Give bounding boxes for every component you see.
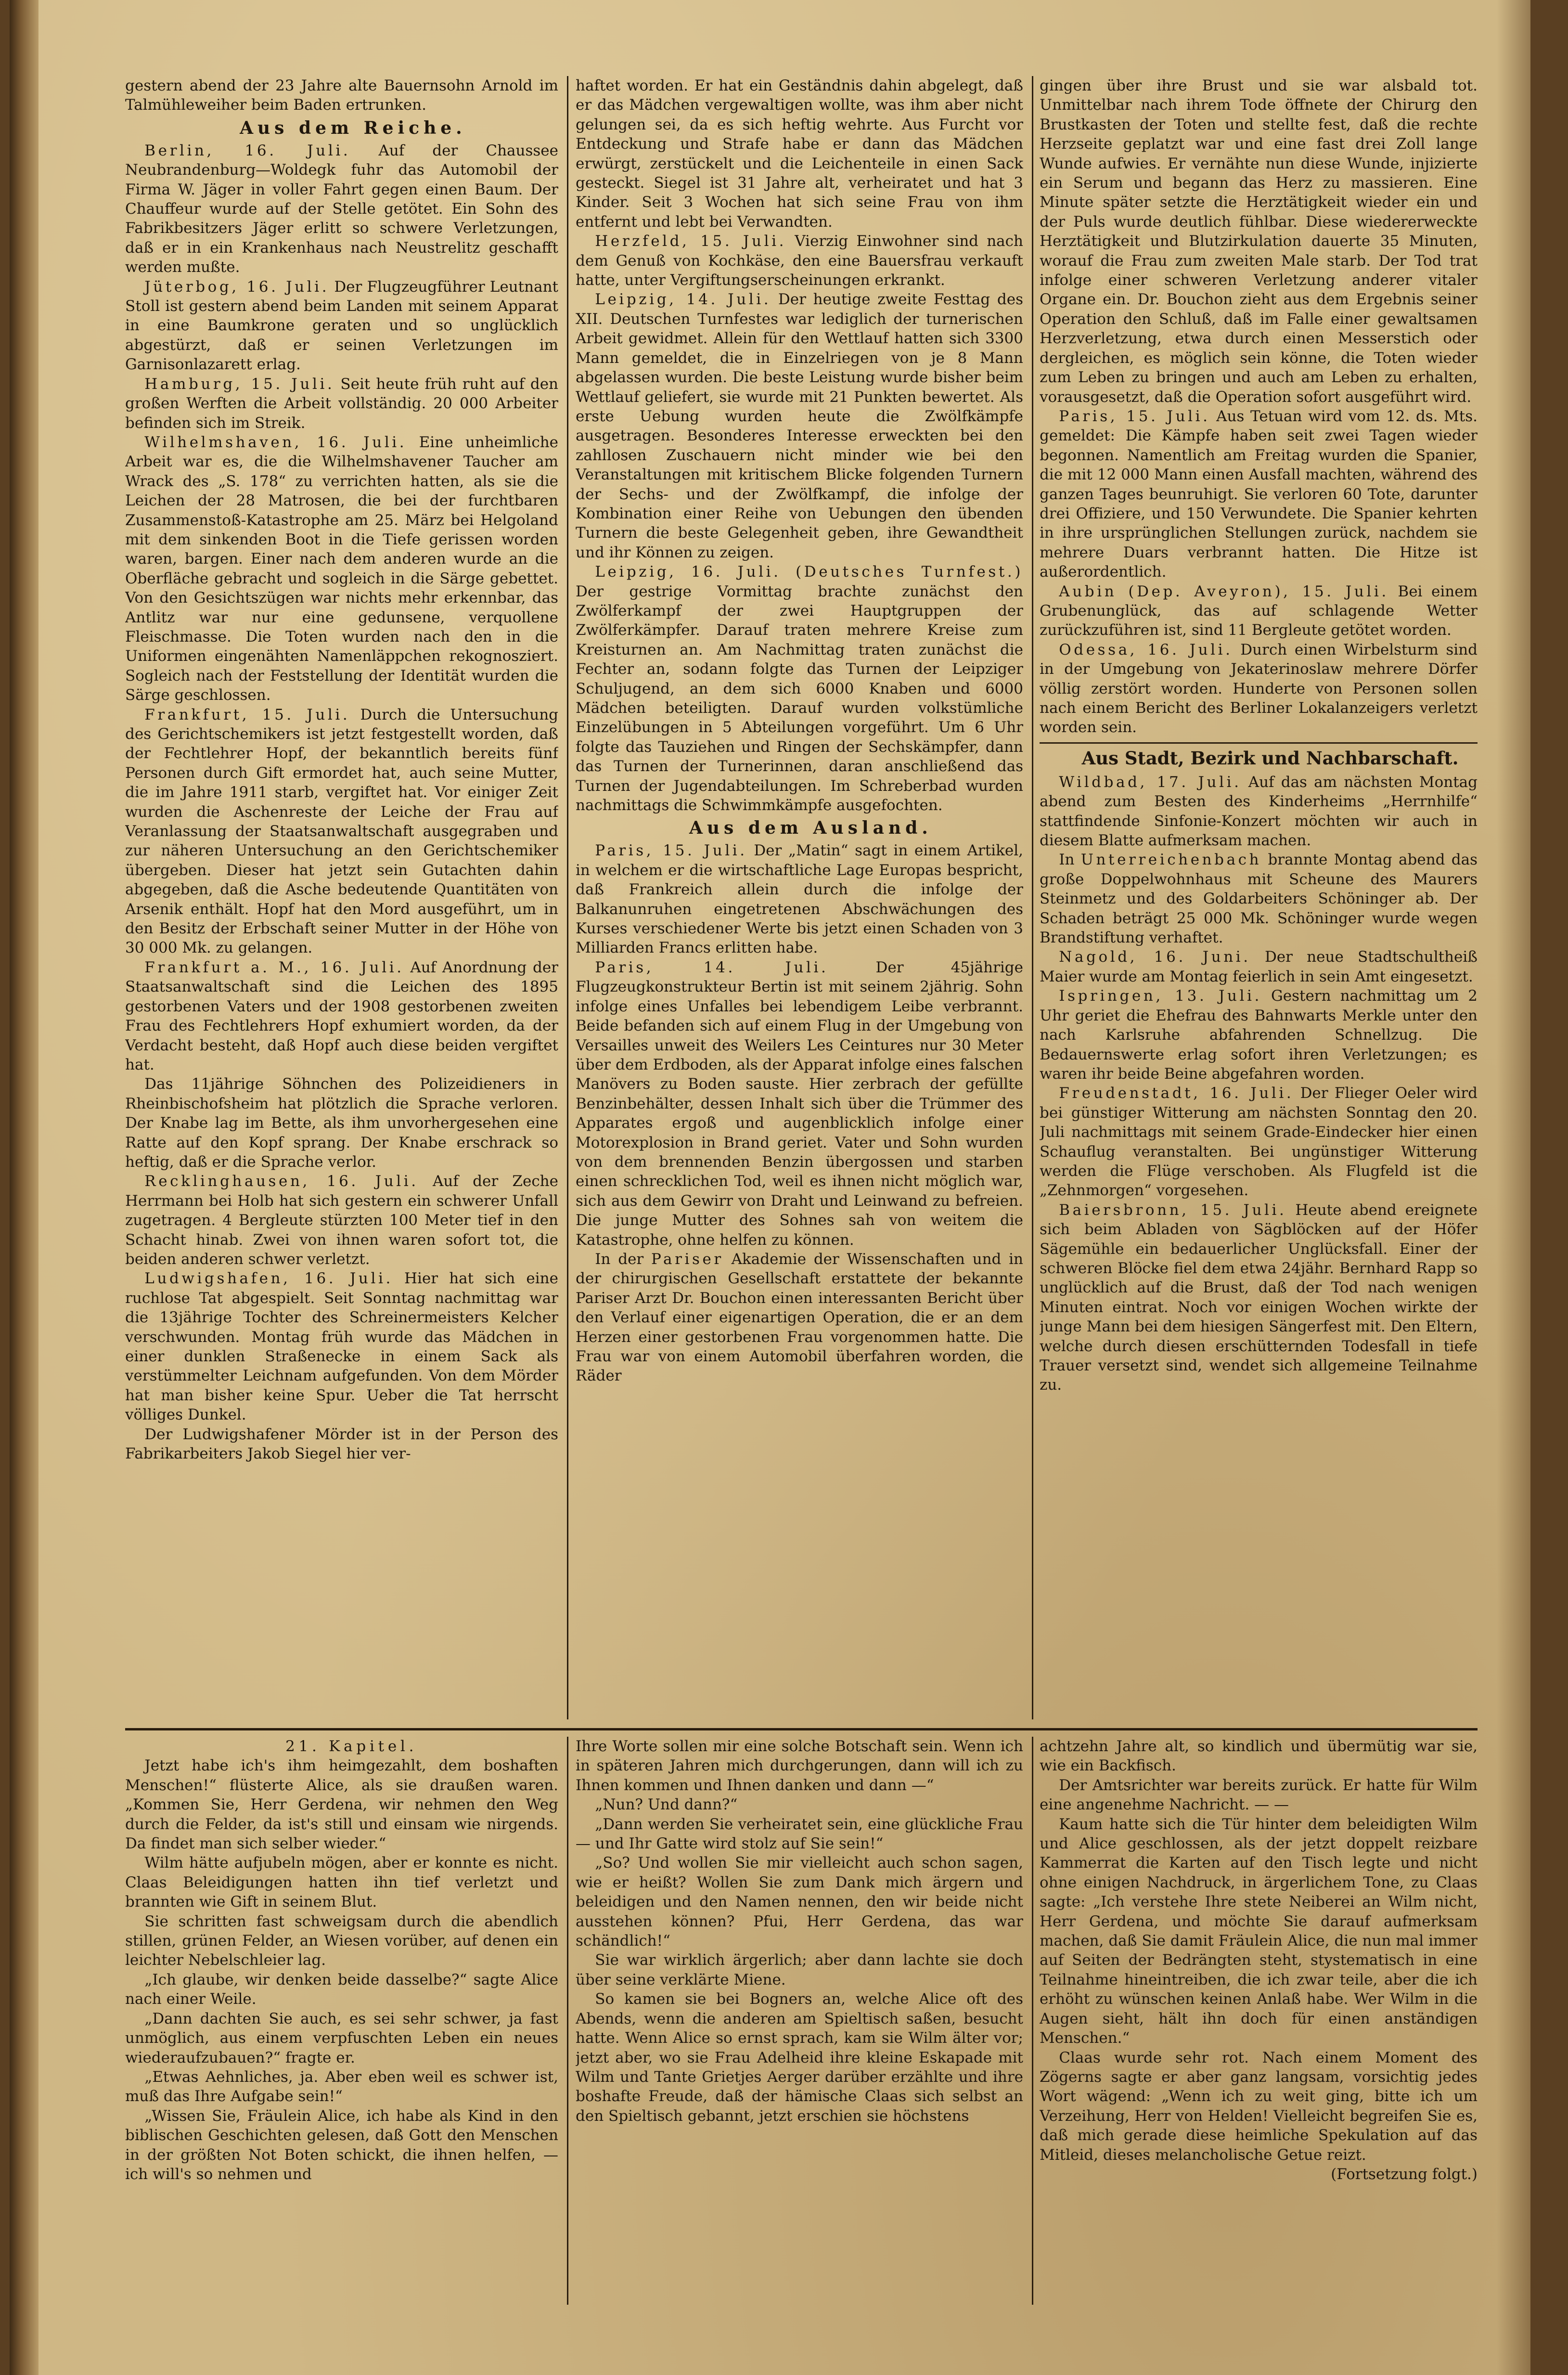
section-heading-ausland: Aus dem Ausland. [689, 818, 932, 839]
article: Odessa, 16. Juli. Durch einen Wirbelsturm sind in der Umgebung von Jekaterinoslaw mehrere Dörfer völlig zerstört worden. Hunderte von Personen sollen nach einem Bericht des Berliner Lokalanzeigers verletzt worden sein. [1040, 641, 1478, 736]
news-column-1 [125, 76, 558, 1719]
article: Recklinghausen, 16. Juli. Auf der Zeche Herrmann bei Holb hat sich gestern ein schwerer Unfall zugetragen. 4 Bergleute stürzten 100 Meter tief in den Schacht hinab. Zwei von ihnen waren sofort tot, die beiden anderen schwer verletzt. [125, 1173, 558, 1268]
novel-paragraph: „Ich glaube, wir denken beide dasselbe?“ sagte Alice nach einer Weile. [125, 1971, 558, 2008]
article: Herzfeld, 15. Juli. Vierzig Einwohner sind nach dem Genuß von Kochkäse, den eine Bauersfrau verkauft hatte, unter Vergiftungserscheinungen erkrankt. [576, 232, 1023, 289]
article: Freudenstadt, 16. Juli. Der Flieger Oeler wird bei günstiger Witterung am nächsten Sonntag den 20. Juli nachmittags mit seinem Grade-Eindecker hier einen Schauflug veranstalten. Bei ungünstiger Witterung werden die Flüge verschoben. Als Flugfeld ist die „Zehnmorgen“ vorgesehen. [1040, 1084, 1478, 1200]
novel-paragraph: „Dann werden Sie verheiratet sein, eine glückliche Frau — und Ihr Gatte wird stolz auf Sie sein!“ [576, 1815, 1023, 1853]
article: Berlin, 16. Juli. Auf der Chaussee Neubrandenburg—Woldegk fuhr das Automobil der Firma W. Jäger in voller Fahrt gegen einen Baum. Der Chauffeur wurde auf der Stelle getötet. Ein Sohn des Fabrikbesitzers Jäger erlitt so schwere Verletzungen, daß er in ein Krankenhaus nach Neustrelitz geschafft werden mußte. [125, 142, 558, 276]
article: In Unterreichenbach brannte Montag abend das große Doppelwohnhaus mit Scheune des Maurers Steinmetz und des Goldarbeiters Schöninger ab. Der Schaden beträgt 25 000 Mk. Schöninger wurde wegen Brandstiftung verhaftet. [1040, 851, 1478, 947]
novel-column-3 [1040, 1737, 1478, 2305]
article: Frankfurt, 15. Juli. Durch die Untersuchung des Gerichtschemikers ist jetzt festgestellt worden, daß der Fechtlehrer Hopf, der bekanntlich bereits fünf Personen durch Gift ermordet hat, auch seine Mutter, die im Jahre 1911 starb, vergiftet hat. Vor einiger Zeit wurden die Aschenreste der Leiche der Frau auf Veranlassung der Staatsanwaltschaft ausgegraben und zur näheren Untersuchung an den Gerichtschemiker übergeben. Dieser hat jetzt sein Gutachten dahin abgegeben, daß die Asche bedeutende Quantitäten von Arsenik enthält. Hopf hat den Mord ausgeführt, um in den Besitz der Erbschaft seiner Mutter in der Höhe von 30 000 Mk. zu gelangen. [125, 706, 558, 957]
novel-paragraph: „Etwas Aehnliches, ja. Aber eben weil es schwer ist, muß das Ihre Aufgabe sein!“ [125, 2068, 558, 2105]
article: Hamburg, 15. Juli. Seit heute früh ruht auf den großen Werften die Arbeit vollständig. 20 000 Arbeiter befinden sich im Streik. [125, 375, 558, 432]
novel-paragraph: Jetzt habe ich's ihm heimgezahlt, dem boshaften Menschen!“ flüsterte Alice, als sie draußen waren. „Kommen Sie, Herr Gerdena, wir nehmen den Weg durch die Felder, da ist's still und einsam wie nirgends. Da findet man sich selber wieder.“ [125, 1757, 558, 1853]
novel-column-1 [125, 1737, 558, 2305]
novel-paragraph: Kaum hatte sich die Tür hinter dem beleidigten Wilm und Alice geschlossen, als der jetzt doppelt reizbare Kammerrat die Karten auf den Tisch legte und nicht ohne einigen Nachdruck, in ärgerlichem Tone, zu Claas sagte: „Ich verstehe Ihre stete Neiberei an Wilm nicht, Herr Gerdena, und möchte Sie darauf aufmerksam machen, daß Sie damit Fräulein Alice, die nun mal immer auf Seiten der Bedrängten steht, stystematisch in eine Teilnahme hineintreiben, die ich zwar teile, aber die ich erhöht zu wünschen keinen Anlaß habe. Wer Wilm in die Augen sieht, hält ihn doch für einen anständigen Menschen.“ [1040, 1815, 1478, 2047]
novel-paragraph: „So? Und wollen Sie mir vielleicht auch schon sagen, wie er heißt? Wollen Sie zum Dank mich ärgern und beleidigen und den Namen nennen, den wir beide nicht ausstehen können? Pfui, Herr Gerdena, das war schändlich!“ [576, 1854, 1023, 1950]
section-rule [1040, 742, 1478, 744]
feuilleton-rule [125, 1728, 1478, 1730]
section-heading-stadt: Aus Stadt, Bezirk und Nachbarschaft. [1081, 747, 1459, 769]
novel-paragraph: So kamen sie bei Bogners an, welche Alice oft des Abends, wenn die anderen am Spieltisch saßen, besucht hatte. Wenn Alice so ernst sprach, kam sie Wilm älter vor; jetzt aber, wo sie Frau Adelheid ihre kleine Eskapade mit Wilm und Tante Grietjes Aerger darüber erzählte und ihre boshafte Freude, daß der hämische Claas sich selbst an den Spieltisch gebannt, jetzt erschien sie höchstens [576, 1990, 1023, 2125]
article: Paris, 14. Juli. Der 45jährige Flugzeugkonstrukteur Bertin ist mit seinem 2jährig. Sohn infolge eines Unfalles bei lebendigem Leibe verbrannt. Beide befanden sich auf einem Flug in der Umgebung von Versailles unweit des Weilers Les Ceintures nur 30 Meter über dem Erdboden, als der Apparat infolge eines falschen Manövers zu Boden sauste. Hier zerbrach der gefüllte Benzinbehälter, dessen Inhalt sich über die Trümmer des Apparates ergoß und augenblicklich infolge einer Motorexplosion in Brand geriet. Vater und Sohn wurden von dem brennenden Benzin übergossen und starben einen schrecklichen Tod, weil es ihnen nicht möglich war, sich aus dem Gewirr von Draht und Leinwand zu befreien. Die junge Mutter des Sohnes sah von weitem die Katastrophe, ohne helfen zu können. [576, 958, 1023, 1249]
article: Der Ludwigshafener Mörder ist in der Person des Fabrikarbeiters Jakob Siegel hier ver- [125, 1425, 558, 1463]
news-column-2 [576, 76, 1023, 1719]
novel-paragraph: Der Amtsrichter war bereits zurück. Er hatte für Wilm eine angenehme Nachricht. — — [1040, 1776, 1478, 1814]
chapter-heading: 21. Kapitel. [285, 1738, 418, 1755]
column-rule [1032, 76, 1033, 1719]
column-rule [567, 1737, 568, 2305]
novel-paragraph: achtzehn Jahre alt, so kindlich und übermütig war sie, wie ein Backfisch. [1040, 1738, 1478, 1775]
article: Paris, 15. Juli. Der „Matin“ sagt in einem Artikel, in welchem er die wirtschaftliche Lage Europas bespricht, daß Frankreich allein durch die infolge der Balkanunruhen eingetretenen Abschwächungen des Kurses verschiedener Werte bis jetzt einen Schaden von 3 Milliarden Francs erlitten habe. [576, 842, 1023, 957]
article: In der Pariser Akademie der Wissenschaften und in der chirurgischen Gesellschaft erstattete der bekannte Pariser Arzt Dr. Bouchon einen interessanten Bericht über den Verlauf einer eigenartigen Operation, die er an dem Herzen einer gestorbenen Frau vorgenommen hatte. Die Frau war von einem Automobil überfahren worden, die Räder [576, 1250, 1023, 1385]
novel-paragraph: Sie schritten fast schweigsam durch die abendlich stillen, grünen Felder, an Wiesen vorüber, auf denen ein leichter Nebelschleier lag. [125, 1912, 558, 1969]
article: Wilhelmshaven, 16. Juli. Eine unheimliche Arbeit war es, die die Wilhelmshavener Taucher am Wrack des „S. 178“ zu verrichten hatten, als sie die Leichen der 28 Matrosen, die bei der furchtbaren Zusammenstoß-Katastrophe am 25. März bei Helgoland mit dem sinkenden Boot in die Tiefe gerissen worden waren, bargen. Einer nach dem anderen wurde an die Oberfläche gebracht und sogleich in die Särge gebettet. Von den Gesichtszügen war nichts mehr erkennbar, das Antlitz war nur eine gedunsene, verquollene Fleischmasse. Die Toten wurden nach den in die Uniformen eingenähten Namenläppchen rekognosziert. Sogleich nach der Feststellung der Identität wurden die Särge geschlossen. [125, 433, 558, 704]
novel-paragraph: „Nun? Und dann?“ [595, 1796, 738, 1814]
article: Leipzig, 16. Juli. (Deutsches Turnfest.) Der gestrige Vormittag brachte zunächst den Zwölferkampf der zwei Hauptgruppen der Zwölferkämpfer. Darauf traten mehrere Kreise zum Kreisturnen an. Am Nachmittag traten zunächst die Fechter an, sodann folgte das Turnen der Leipziger Schuljugend, an dem sich 6000 Knaben und 6000 Mädchen beteiligten. Darauf wurden volkstümliche Einzelübungen in 5 Abteilungen vorgeführt. Um 6 Uhr folgte das Tauziehen und Ringen der Sechskämpfer, dann das Turnen der Turnerinnen, daran anschließend das Turnen der Jugendabteilungen. Im Schreberbad wurden nachmittags die Schwimmkämpfe ausgefochten. [576, 563, 1023, 814]
article-text: gestern abend der 23 Jahre alte Bauernsohn Arnold im Talmühleweiher beim Baden ertrunken. [125, 77, 558, 114]
novel-paragraph: Sie war wirklich ärgerlich; aber dann lachte sie doch über seine verklärte Miene. [576, 1951, 1023, 1988]
binding-spine [10, 0, 39, 2375]
article-text: haftet worden. Er hat ein Geständnis dahin abgelegt, daß er das Mädchen vergewaltigen wollte, was ihm aber nicht gelungen sei, da es sich heftig wehrte. Aus Furcht vor Entdeckung und Strafe habe er dann das Mädchen erwürgt, zerstückelt und die Leichenteile in einen Sack gesteckt. Siegel ist 31 Jahre alt, verheiratet und hat 3 Kinder. Seit 3 Wochen hat sich seine Frau von ihm entfernt und lebt bei Verwandten. [576, 77, 1023, 231]
page-edge-shadow [1497, 0, 1530, 2375]
column-rule [567, 76, 568, 1719]
news-column-3 [1040, 76, 1478, 1719]
article: Das 11jährige Söhnchen des Polizeidieners in Rheinbischofsheim hat plötzlich die Sprache verloren. Der Knabe lag im Bette, als ihm unvorhergesehen eine Ratte auf den Kopf sprang. Der Knabe erschrack so heftig, daß er die Sprache verlor. [125, 1075, 558, 1171]
article: Frankfurt a. M., 16. Juli. Auf Anordnung der Staatsanwaltschaft sind die Leichen des 1895 gestorbenen Vaters und der 1908 gestorbenen zweiten Frau des Fechtlehrers Hopf exhumiert worden, da der Verdacht besteht, daß Hopf auch diese beiden vergiftet hat. [125, 958, 558, 1073]
article: Ispringen, 13. Juli. Gestern nachmittag um 2 Uhr geriet die Ehefrau des Bahnwarts Merkle unter den nach Karlsruhe abfahrenden Schnellzug. Die Bedauernswerte erlag sofort ihren Verletzungen; es waren ihr beide Beine abgefahren worden. [1040, 987, 1478, 1083]
article: Jüterbog, 16. Juli. Der Flugzeugführer Leutnant Stoll ist gestern abend beim Landen mit seinem Apparat in eine Baumkrone geraten und so unglücklich abgestürzt, daß er seinen Verletzungen im Garnisonlazarett erlag. [125, 278, 558, 374]
novel-column-2 [576, 1737, 1023, 2305]
novel-paragraph: Claas wurde sehr rot. Nach einem Moment des Zögerns sagte er aber ganz langsam, vorsichtig jedes Wort wägend: „Wenn ich zu weit ging, bitte ich um Verzeihung, Herr von Helden! Vielleicht begreifen Sie es, daß mich gerade diese heimliche Spekulation auf das Mitleid, dieses melancholische Getue reizt. [1040, 2049, 1478, 2164]
article: Nagold, 16. Juni. Der neue Stadtschultheiß Maier wurde am Montag feierlich in sein Amt eingesetzt. [1040, 948, 1478, 985]
article: Baiersbronn, 15. Juli. Heute abend ereignete sich beim Abladen von Sägblöcken auf der Höfer Sägemühle ein bedauerlicher Unglücksfall. Einer der schweren Blöcke fiel dem etwa 24jähr. Bernhard Rapp so unglücklich auf die Brust, daß der Tod nach wenigen Minuten eintrat. Noch vor einigen Wochen wirkte der junge Mann bei dem hiesigen Sängerfest mit. Den Eltern, welche durch diesen erschütternden Todesfall in tiefe Trauer versetzt sind, wendet sich allgemeine Teilnahme zu. [1040, 1201, 1478, 1394]
section-heading-reich: Aus dem Reiche. [240, 117, 466, 138]
article: Ludwigshafen, 16. Juli. Hier hat sich eine ruchlose Tat abgespielt. Seit Sonntag nachmittag war die 13jährige Tochter des Schreinermeisters Kelcher verschwunden. Montag früh wurde das Mädchen in einer dunklen Straßenecke in einem Sack als verstümmelter Leichnam aufgefunden. Von dem Mörder hat man bisher keine Spur. Ueber die Tat herrscht völliges Dunkel. [125, 1270, 558, 1424]
newspaper-page [10, 0, 1530, 2375]
novel-paragraph: „Dann dachten Sie auch, es sei sehr schwer, ja fast unmöglich, aus einem verpfuschten Leben ein neues wiederaufzubauen?“ fragte er. [125, 2010, 558, 2066]
novel-paragraph: Ihre Worte sollen mir eine solche Botschaft sein. Wenn ich in späteren Jahren mich durchgerungen, dann will ich zu Ihnen kommen und Ihnen danken und dann —“ [576, 1738, 1023, 1794]
article-text: gingen über ihre Brust und sie war alsbald tot. Unmittelbar nach ihrem Tode öffnete der Chirurg den Brustkasten der Toten und stellte fest, daß die rechte Herzseite geplatzt war und eine fast drei Zoll lange Wunde aufwies. Er vernähte nun diese Wunde, injizierte ein Serum und begann das Herz zu massieren. Eine Minute später setzte die Herztätigkeit wieder ein und der Puls wurde deutlich fühlbar. Diese wiedererweckte Herztätigkeit und Blutzirkulation dauerte 35 Minuten, worauf die Frau zum zweiten Male starb. Der Tod trat infolge einer schweren Verletzung anderer vitaler Organe ein. Dr. Bouchon zieht aus dem Ergebnis seiner Operation den Schluß, daß im Falle einer gewaltsamen Herzverletzung, etwa durch einen Messerstich oder dergleichen, es möglich sein könne, die Toten wieder zum Leben zu bringen und auch am Leben zu erhalten, vorausgesetzt, daß die Operation sofort ausgeführt wird. [1040, 77, 1478, 406]
continuation-note: (Fortsetzung folgt.) [1331, 2165, 1478, 2183]
novel-paragraph: Wilm hätte aufjubeln mögen, aber er konnte es nicht. Claas Beleidigungen hatten ihn tief verletzt und brannten wie Gift in seinem Blut. [125, 1854, 558, 1911]
article: Leipzig, 14. Juli. Der heutige zweite Festtag des XII. Deutschen Turnfestes war lediglich der turnerischen Arbeit gewidmet. Allein für den Wettlauf hatten sich 3300 Mann gemeldet, die in Einzelriegen von je 8 Mann abgelassen wurden. Die beste Leistung wurde bisher beim Wettlauf geliefert, sie wurde mit 21 Punkten bewertet. Als erste Uebung wurden heute die Zwölfkämpfe ausgetragen. Besonderes Interesse erweckten bei den zahllosen Zuschauern nicht minder wie bei den Veranstaltungen mit kritischem Blicke folgenden Turnern der Sechs- und der Zwölfkampf, die infolge der Kombination einer Reihe von Uebungen den übenden Turnern die beste Gelegenheit geben, ihre Gewandtheit und ihr Können zu zeigen. [576, 291, 1023, 561]
article: Aubin (Dep. Aveyron), 15. Juli. Bei einem Grubenunglück, das auf schlagende Wetter zurückzuführen ist, sind 11 Bergleute getötet worden. [1040, 582, 1478, 639]
article: Wildbad, 17. Juli. Auf das am nächsten Montag abend zum Besten des Kinderheims „Herrnhilfe“ stattfindende Sinfonie-Konzert möchten wir auch in diesem Blatte aufmerksam machen. [1040, 773, 1478, 850]
article: Paris, 15. Juli. Aus Tetuan wird vom 12. ds. Mts. gemeldet: Die Kämpfe haben seit zwei Tagen wieder begonnen. Namentlich am Freitag wurden die Spanier, die mit 12 000 Mann einen Ausfall machten, während des ganzen Tages beunruhigt. Sie verloren 60 Tote, darunter drei Offiziere, und 150 Verwundete. Die Spanier kehrten in ihre ursprünglichen Stellungen zurück, nachdem sie mehrere Duars verbrannt hatten. Die Hitze ist außerordentlich. [1040, 407, 1478, 581]
novel-paragraph: „Wissen Sie, Fräulein Alice, ich habe als Kind in den biblischen Geschichten gelesen, daß Gott den Menschen in der größten Not Boten schickt, die ihnen helfen, — ich will's so nehmen und [125, 2107, 558, 2183]
column-rule [1032, 1737, 1033, 2305]
